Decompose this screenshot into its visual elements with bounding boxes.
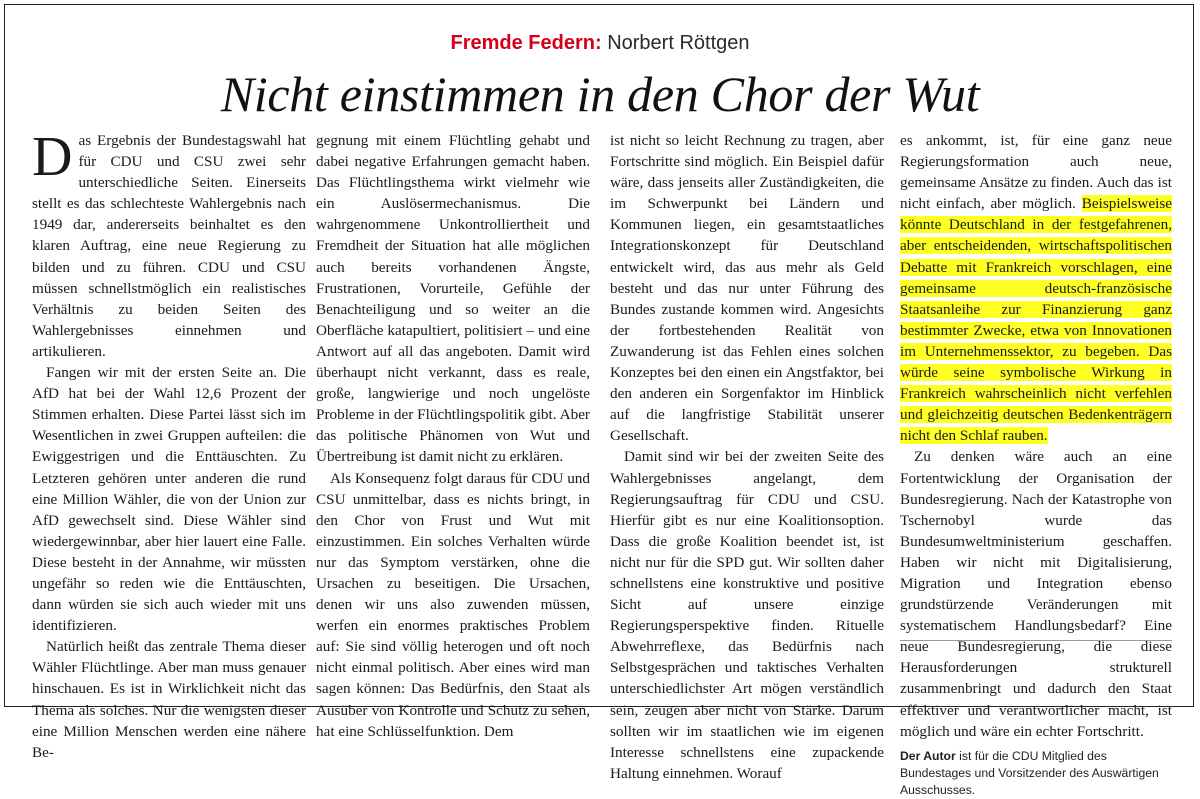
text-column-2: [316, 130, 590, 740]
paragraph-3-text: Natürlich heißt das zentrale Thema dieser Wähler Flüchtlinge. Aber man muss genauer hinschauen. Es ist in Wirklichkeit nicht das Thema als solches. Nur die wenigsten dieser eine Million Menschen werden eine nähere Be-: [32, 638, 306, 761]
paragraph-4-text: Als Konsequenz folgt daraus für CDU und CSU unmittelbar, dass es nichts bringt, in den Chor von Frust und Wut mit einzustimmen. Ein solches Verhalten würde nur das Symptom verstärken, ohne die Ursachen zu beseitigen. Die Ursachen, denen wir uns also zuwenden müssen, werfen ein enormes praktisches Problem auf: Sie sind völlig heterogen und oft noch nicht einmal politisch. Aber eines wird man sagen können: Das Bedürfnis, den Staat als Ausüber von Kontrolle und Schutz zu sehen, hat eine Schlüsselfunktion. Dem: [316, 469, 590, 740]
author-note: [900, 748, 1172, 799]
kicker-author: Norbert Röttgen: [607, 32, 750, 54]
paragraph-3-continued: gegnung mit einem Flüchtling gehabt und dabei negative Erfahrungen gemacht haben. Das Flüchtlingsthema wirkt vielmehr wie ein Auslösermechanismus. Die wahrgenommene Unkontrolliertheit und Fremdheit der Situation hat alle möglichen auch bereits vorhandenen Ängste, Frustrationen, Vorurteile, Gefühle der Benachteiligung und so weiter an die Oberfläche katapultiert, politisiert – und eine Antwort auf all das angeboten. Damit wird überhaupt nicht verkannt, dass es reale, große, langwierige und noch ungelöste Probleme in der Flüchtlingspolitik gibt. Aber das politische Phänomen von Wut und Übertreibung ist damit nicht zu erklären.: [316, 132, 590, 466]
paragraph-5-text: Damit sind wir bei der zweiten Seite des Wahlergebnisses angelangt, dem Regierungsauftrag für CDU und CSU. Hierfür gibt es nur eine Koalitionsoption. Dass die große Koalition beendet ist, ist nicht nur für die SPD gut. Wir sollten daher schnellstens eine konstruktive und positive Sicht auf unsere einzige Regierungsperspektive finden. Rituelle Abwehrreflexe, das Bedürfnis nach Selbstgesprächen und taktisches Verhalten unterschiedlichster Art mögen verständlich sein, zeugen aber nicht von Stärke. Darum sollten wir im staatlichen wie im eigenen Interesse schnellstens eine zupackende Haltung einnehmen. Worauf: [610, 448, 884, 782]
kicker-label: Fremde Federn:: [450, 32, 602, 54]
paragraph-3-start: [32, 636, 306, 763]
author-note-text: ist für die CDU Mitglied des Bundestages und Vorsitzender des Auswärtigen Ausschusses.: [900, 748, 1159, 797]
paragraph-2: Fangen wir mit der ersten Seite an. Die AfD hat bei der Wahl 12,6 Prozent der Stimmen erhalten. Diese Partei lässt sich im Wesentlichen in zwei Gruppen aufteilen: die Ewiggestrigen und die Enttäuschten. Zu Letzteren gehören unter anderen die rund eine Million Wähler, die von der Union zur AfD gewechselt sind. Diese Wähler sind wiedergewinnbar, aber hier lauert eine Falle. Diese besteht in der Annahme, wir müssten ungefähr so reden wie die Enttäuschten, dann würden sie sich auch wieder mit uns identifizieren.: [32, 364, 306, 635]
text-column-1: [32, 126, 306, 761]
paragraph-5-cont: [900, 130, 1172, 446]
paragraph-6: Zu denken wäre auch an eine Fortentwicklung der Organisation der Bundesregierung. Nach der Katastrophe von Tschernobyl wurde das Bundesumweltministerium geschaffen. Haben wir nicht mit Digitalisierung, Migration und Integration ebenso grundstürzende Veränderungen mit systematischem Handlungsbedarf? Eine neue Bundesregierung, die diese Herausforderungen strukturell zusammenbringt und dadurch den Staat effektiver und verantwortlicher macht, ist möglich und wäre ein echter Fortschritt.: [900, 448, 1172, 740]
highlighted-passage: Beispielsweise könnte Deutschland in der festgefahrenen, aber entscheidenden, wirtschaftspolitischen Debatte mit Frankreich vorschlagen, eine gemeinsame deutsch-französische Staatsanleihe zur Finanzierung ganz bestimmter Zwecke, etwa von Innovationen im Unternehmenssektor, zu begeben. Das würde seine symbolische Wirkung in Frankreich wahrscheinlich nicht verfehlen und gleichzeitig deutschen Bedenkenträgern nicht den Schlaf rauben.: [900, 195, 1172, 445]
paragraph-5-continued: es ankommt, ist, für eine ganz neue Regierungsformation auch neue, gemeinsame Ansätze zu finden. Auch das ist nicht einfach, aber möglich.: [900, 132, 1172, 213]
paragraph-5-start: [610, 446, 884, 784]
paragraph-4-start: [316, 468, 590, 742]
author-divider: [900, 640, 1172, 641]
text-column-3: [610, 130, 884, 782]
paragraph-1: Das Ergebnis der Bundestagswahl hat für CDU und CSU zwei sehr unterschiedliche Seiten. Einerseits stellt es das schlechteste Wahlergebnis nach 1949 dar, andererseits beinhaltet es den klaren Auftrag, eine neue Regierung zu bilden und zu führen. CDU und CSU müssen schnellstmöglich ein realistisches Verhältnis zu beiden Seiten des Wahlergebnisses einnehmen und artikulieren.: [32, 126, 306, 360]
paragraph-4-cont: [610, 130, 884, 446]
paragraph-3-cont: [316, 130, 590, 468]
text-column-4: [900, 130, 1172, 797]
kicker: [0, 32, 1200, 55]
author-note-label: Der Autor: [900, 748, 956, 763]
paragraph-4-continued: ist nicht so leicht Rechnung zu tragen, aber Fortschritte sind möglich. Ein Beispiel dafür wäre, dass jenseits aller Zuständigkeiten, die im Schwerpunkt bei Ländern und Kommunen liegen, ein gesamtstaatliches Integrationskonzept für Deutschland entwickelt wird, das aus mehr als Geld besteht und das nur unter Führung des Bundes zustande kommen wird. Angesichts der fortbestehenden Realität von Zuwanderung ist das Fehlen eines solchen Konzeptes bei den einen ein Angstfaktor, bei den anderen ein Sorgenfaktor im Hinblick auf die langfristige Stabilität unserer Gesellschaft.: [610, 132, 884, 445]
headline: Nicht einstimmen in den Chor der Wut: [220, 66, 980, 122]
